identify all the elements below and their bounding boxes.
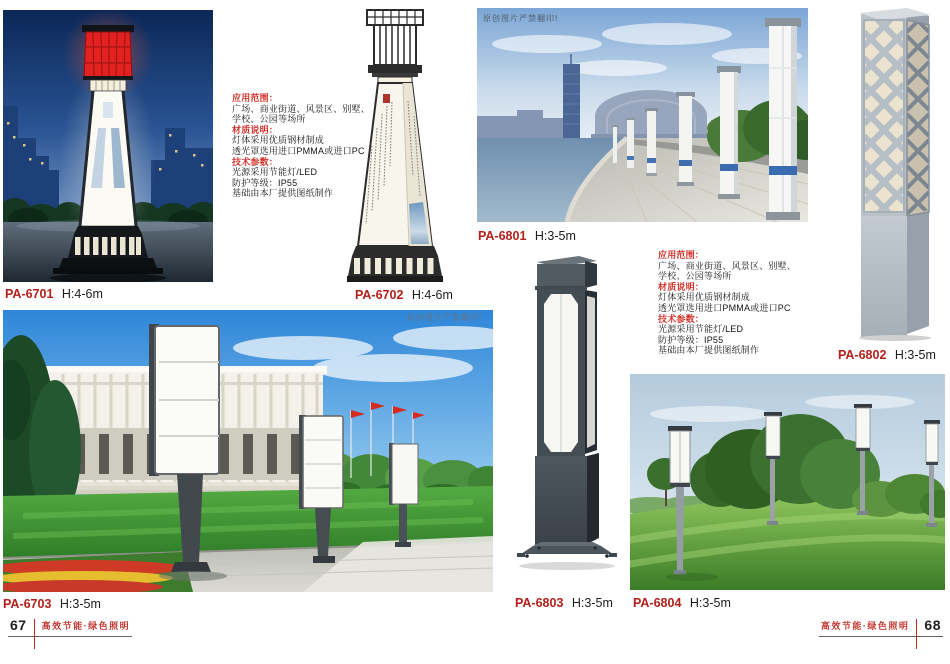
footer-slogan-right: 高效节能·绿色照明: [820, 620, 910, 631]
spec-line: 学校、公园等场所: [232, 114, 306, 125]
spec-line: 防护等级：IP55: [232, 177, 298, 188]
watermark-left-photo: 原创图片严禁翻印!: [407, 313, 483, 322]
product-code: PA-6701: [5, 287, 54, 301]
product-label-pa6702: [355, 288, 453, 302]
render-pa6702: [347, 6, 443, 284]
product-code: PA-6804: [633, 596, 682, 610]
red-seal: [383, 94, 390, 103]
product-label-pa6804: [633, 596, 731, 610]
footer-divider: [916, 619, 917, 649]
spec-line: 学校、公园等场所: [658, 271, 732, 282]
spec-line: 光源采用节能灯/LED: [232, 167, 318, 178]
lamp-render-pa6702: [347, 10, 443, 282]
spec-line: 广场、商业街道、风景区、别墅、: [232, 103, 371, 114]
product-code: PA-6703: [3, 597, 52, 611]
product-label-pa6701: [5, 287, 103, 301]
page-number-left: 67: [10, 617, 27, 633]
footer-left: [8, 614, 132, 637]
product-height: H:3-5m: [894, 348, 936, 362]
product-height: H:3-5m: [689, 596, 731, 610]
product-height: H:3-5m: [534, 229, 576, 243]
spec-line: 基础由本厂提供图纸制作: [232, 188, 334, 199]
lamp-render-pa6803: [517, 256, 617, 570]
spec-heading: 应用范围：: [232, 93, 279, 103]
spec-line: 广场、商业街道、风景区、别墅、: [658, 260, 797, 271]
footer-divider: [34, 619, 35, 649]
product-height: H:3-5m: [59, 597, 101, 611]
product-height: H:4-6m: [411, 288, 453, 302]
spec-line: 灯体采用优质钢材制成: [658, 292, 751, 303]
product-label-pa6803: [515, 596, 613, 610]
product-label-pa6801: [478, 229, 576, 243]
spec-heading: 技术参数：: [232, 156, 279, 167]
product-label-pa6802: [838, 348, 936, 362]
spec-line: 防护等级：IP55: [658, 334, 724, 345]
photo-pa6703: [3, 310, 493, 592]
photo-pa6701: [3, 10, 213, 282]
watermark-right-photo: 原创图片严禁翻印!: [483, 14, 559, 23]
spec-heading: 技术参数：: [658, 313, 705, 324]
photo-pa6801: [477, 8, 808, 222]
render-pa6803: [513, 252, 621, 594]
product-code: PA-6801: [478, 229, 527, 243]
spec-line: 透光罩选用进口PMMA或进口PC: [232, 145, 365, 156]
product-label-pa6703: [3, 597, 101, 611]
spec-block-right: [658, 250, 826, 356]
photo-pa6804: [630, 374, 945, 590]
footer-right: [819, 614, 943, 637]
spec-line: 透光罩选用进口PMMA或进口PC: [658, 302, 791, 313]
spec-line: 基础由本厂提供图纸制作: [658, 345, 760, 356]
product-height: H:3-5m: [571, 596, 613, 610]
spec-line: 光源采用节能灯/LED: [658, 324, 744, 335]
page-number-right: 68: [924, 617, 941, 633]
product-code: PA-6802: [838, 348, 887, 362]
footer-slogan-left: 高效节能·绿色照明: [41, 620, 131, 631]
spec-heading: 材质说明：: [232, 124, 279, 135]
lamp-render-pa6802: [859, 4, 931, 341]
product-code: PA-6803: [515, 596, 564, 610]
product-height: H:4-6m: [61, 287, 103, 301]
product-code: PA-6702: [355, 288, 404, 302]
spec-heading: 材质说明：: [658, 281, 705, 292]
spec-line: 灯体采用优质钢材制成: [232, 135, 325, 146]
spec-heading: 应用范围：: [658, 250, 705, 260]
render-pa6802: [845, 4, 937, 342]
tower-building: [563, 54, 580, 138]
